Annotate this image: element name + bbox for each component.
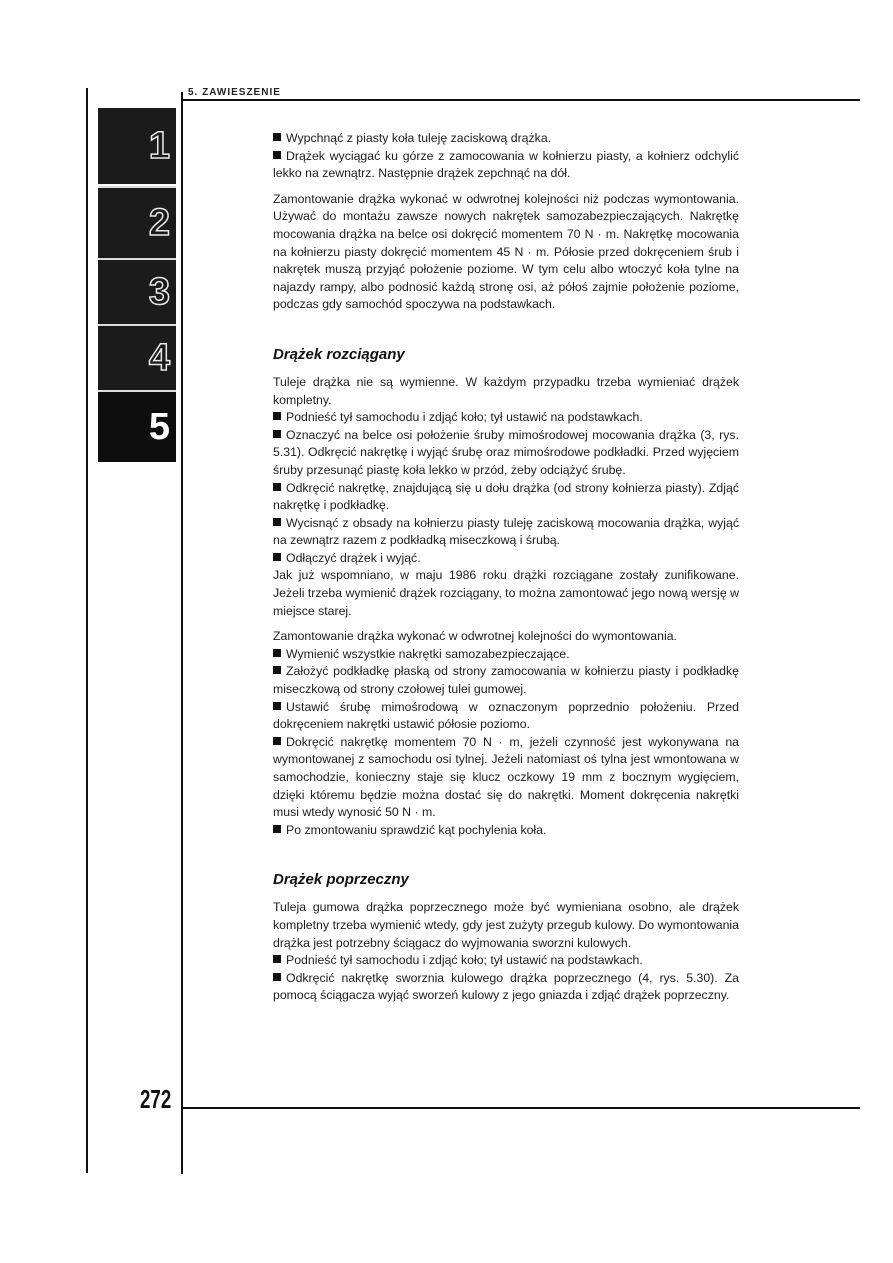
bullet-marker-icon bbox=[273, 737, 281, 745]
bullet-marker-icon bbox=[273, 430, 281, 438]
chapter-tab-2: 2 bbox=[98, 188, 176, 258]
paragraph-text: Podnieść tył samochodu i zdjąć koło; tył ustawić na podstawkach. bbox=[286, 410, 643, 425]
bullet-item bbox=[273, 148, 739, 183]
paragraph-text: Drążek wyciągać ku górze z zamocowania w kołnierzu piasty, a kołnierz odchylić lekko na zewnątrz. Następnie drążek zepchnąć na dół. bbox=[273, 148, 739, 181]
paragraph-text: Wypchnąć z piasty koła tuleję zaciskową drążka. bbox=[286, 131, 552, 145]
body-text bbox=[273, 130, 739, 1005]
header-rule bbox=[182, 99, 860, 101]
paragraph bbox=[273, 899, 739, 952]
bullet-marker-icon bbox=[273, 973, 281, 981]
paragraph-text: Podnieść tył samochodu i zdjąć koło; tył ustawić na podstawkach. bbox=[286, 953, 643, 968]
bullet-item bbox=[273, 952, 739, 970]
bullet-marker-icon bbox=[273, 518, 281, 526]
bullet-marker-icon bbox=[273, 955, 281, 963]
section-heading: Drążek rozciągany bbox=[273, 345, 405, 363]
bullet-item bbox=[273, 130, 739, 148]
paragraph-text: Założyć podkładkę płaską od strony zamocowania w kołnierzu piasty i podkładkę miseczkową od strony czołowej tulei gumowej. bbox=[273, 664, 739, 697]
bullet-item bbox=[273, 822, 739, 840]
paragraph-text: Tuleja gumowa drążka poprzecznego może być wymieniana osobno, ale drążek kompletny trzeba wymienić wtedy, gdy jest zużyty przegub kulowy. Do wymontowania drążka jest potrzebny ściągacz do wyjmowania sworzni kulowych. bbox=[273, 900, 739, 950]
bullet-marker-icon bbox=[273, 666, 281, 674]
margin-line-left bbox=[86, 88, 88, 1173]
bullet-item bbox=[273, 515, 739, 550]
paragraph bbox=[273, 374, 739, 409]
paragraph-text: Odkręcić nakrętkę sworznia kulowego drążka poprzecznego (4, rys. 5.30). Za pomocą ściągacza wyjąć sworzeń kulowy z jego gniazda i zdjąć drążek poprzeczny. bbox=[273, 970, 739, 1003]
chapter-tab-3: 3 bbox=[98, 260, 176, 324]
bullet-marker-icon bbox=[273, 702, 281, 710]
spacer bbox=[273, 314, 739, 344]
paragraph-text: Po zmontowaniu sprawdzić kąt pochylenia koła. bbox=[286, 822, 547, 837]
bullet-marker-icon bbox=[273, 151, 281, 159]
paragraph-text: Odkręcić nakrętkę, znajdującą się u dołu drążka (od strony kołnierza piasty). Zdjąć nakrętkę i podkładkę. bbox=[273, 480, 739, 513]
chapter-tab-1: 1 bbox=[98, 108, 176, 184]
paragraph bbox=[273, 567, 739, 620]
spacer bbox=[273, 891, 739, 899]
bullet-marker-icon bbox=[273, 412, 281, 420]
paragraph-text: Oznaczyć na belce osi położenie śruby mimośrodowej mocowania drążka (3, rys. 5.31). Odkręcić nakrętkę i wyjąć śrubę oraz mimośrodowe podkładki. Przed wyjęciem śruby przesunąć piastę koła lekko w przód, żeby odciążyć śrubę. bbox=[273, 427, 739, 477]
spacer bbox=[273, 366, 739, 374]
paragraph-text: Ustawić śrubę mimośrodową w oznaczonym poprzednio położeniu. Przed dokręceniem nakrętki ustawić półosie poziomo. bbox=[273, 699, 739, 732]
running-header: 5. ZAWIESZENIE bbox=[188, 87, 281, 98]
spacer bbox=[273, 839, 739, 869]
paragraph-text: Dokręcić nakrętkę momentem 70 N · m, jeżeli czynność jest wykonywana na wymontowanej z samochodu osi tylnej. Jeżeli natomiast oś tylna jest wmontowana w samochodzie, konieczny staje się klucz oczkowy 19 mm z bocznym wygięciem, dzięki któremu będzie można dostać się do nakrętki. Moment dokręcenia nakrętki musi wtedy wynosić 50 N · m. bbox=[273, 734, 739, 820]
paragraph-text: Jak już wspomniano, w maju 1986 roku drążki rozciągane zostały zunifikowane. Jeżeli trzeba wymienić drążek rozciągany, to można zamontować jego nową wersję w miejsce starej. bbox=[273, 568, 739, 618]
paragraph-text: Zamontowanie drążka wykonać w odwrotnej kolejności niż podczas wymontowania. Używać do montażu zawsze nowych nakrętek samozabezpieczających. Nakrętkę mocowania drążka na belce osi dokręcić momentem 70 N · m. Nakrętkę mocowania na kołnierzu piasty dokręcić momentem 45 N · m. Półosie przed dokręceniem śrub i nakrętek muszą przyjąć położenie poziome. W tym celu albo wtoczyć koła tylne na najazdy rampy, albo podnosić każdą stronę osi, aż półoś zajmie położenie poziome, podczas gdy samochód spoczywa na podstawkach. bbox=[273, 191, 739, 312]
bullet-item bbox=[273, 663, 739, 698]
bullet-item bbox=[273, 427, 739, 480]
paragraph-text: Wymienić wszystkie nakrętki samozabezpieczające. bbox=[286, 646, 570, 661]
bullet-item bbox=[273, 970, 739, 1005]
paragraph bbox=[273, 191, 739, 314]
bullet-marker-icon bbox=[273, 483, 281, 491]
paragraph bbox=[273, 628, 739, 646]
chapter-tab-4: 4 bbox=[98, 326, 176, 390]
paragraph-text: Zamontowanie drążka wykonać w odwrotnej kolejności do wymontowania. bbox=[273, 629, 677, 644]
paragraph-text: Wycisnąć z obsady na kołnierzu piasty tuleję zaciskową mocowania drążka, wyjąć na zewnątrz razem z podkładką miseczkową i śrubą. bbox=[273, 515, 739, 548]
bullet-item bbox=[273, 480, 739, 515]
page-number: 272 bbox=[140, 1084, 172, 1114]
footer-rule bbox=[182, 1107, 860, 1109]
bullet-item bbox=[273, 699, 739, 734]
paragraph-text: Tuleje drążka nie są wymienne. W każdym przypadku trzeba wymieniać drążek kompletny. bbox=[273, 374, 739, 407]
margin-line-right bbox=[181, 92, 183, 1174]
bullet-item bbox=[273, 550, 739, 568]
paragraph-text: Odłączyć drążek i wyjąć. bbox=[286, 550, 421, 565]
bullet-marker-icon bbox=[273, 553, 281, 561]
spacer bbox=[273, 620, 739, 628]
chapter-tab-5-active: 5 bbox=[98, 392, 176, 462]
bullet-item bbox=[273, 409, 739, 427]
bullet-item bbox=[273, 646, 739, 664]
bullet-marker-icon bbox=[273, 825, 281, 833]
spacer bbox=[273, 183, 739, 191]
bullet-marker-icon bbox=[273, 649, 281, 657]
bullet-marker-icon bbox=[273, 133, 281, 141]
bullet-item bbox=[273, 734, 739, 822]
section-heading: Drążek poprzeczny bbox=[273, 871, 409, 889]
